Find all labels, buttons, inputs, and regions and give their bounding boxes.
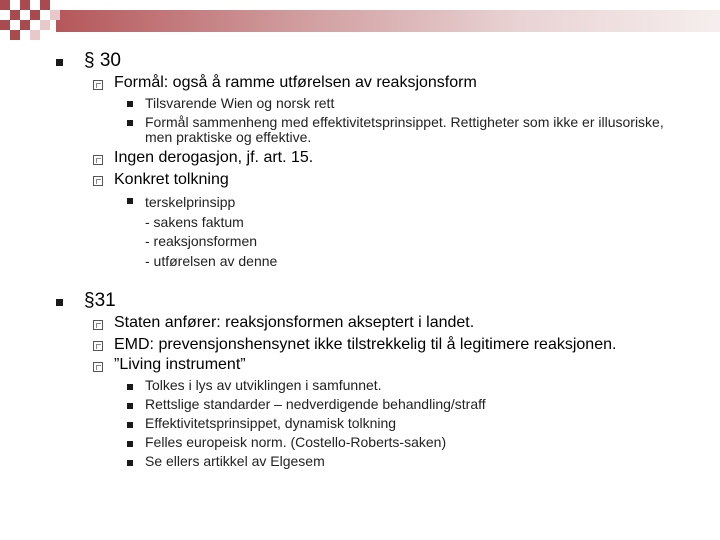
- square-bullet-icon: [56, 59, 63, 66]
- checkbox-bullet-icon: [93, 176, 103, 186]
- subpoint-text: terskelprinsipp - sakens faktum - reaksjonsformen - utførelsen av denne: [145, 194, 278, 269]
- checkbox-bullet-icon: [93, 362, 103, 372]
- point-text: EMD: prevensjonshensynet ikke tilstrekkelig til å legitimere reaksjonen.: [114, 336, 617, 353]
- subpoint-text: Tolkes i lys av utviklingen i samfunnet.: [145, 377, 382, 393]
- subpoint-text: Felles europeisk norm. (Costello-Roberts-saken): [145, 434, 447, 450]
- subpoint-text: Rettslige standarder – nedverdigende behandling/straff: [145, 396, 486, 412]
- checkbox-bullet-icon: [93, 320, 103, 330]
- subpoint-text: Se ellers artikkel av Elgesem: [145, 453, 325, 469]
- header-gradient-bar: [56, 10, 720, 32]
- checker-pattern-decoration: [0, 0, 60, 46]
- checkbox-bullet-icon: [93, 341, 103, 351]
- square-bullet-icon: [56, 299, 63, 306]
- subpoint-text: Effektivitetsprinsippet, dynamisk tolkning: [145, 415, 397, 431]
- section-title: §31: [84, 290, 116, 311]
- square-bullet-icon: [127, 198, 133, 204]
- square-bullet-icon: [127, 384, 133, 390]
- square-bullet-icon: [127, 101, 133, 107]
- checkbox-bullet-icon: [93, 80, 103, 90]
- square-bullet-icon: [127, 460, 133, 466]
- point-text: Staten anfører: reaksjonsformen akseptert i landet.: [114, 314, 475, 331]
- subpoint-text: Formål sammenheng med effektivitetsprinsippet. Rettigheter som ikke er illusoriske, men praktiske og effektive.: [145, 114, 664, 145]
- section-title: § 30: [84, 50, 121, 71]
- square-bullet-icon: [127, 441, 133, 447]
- point-text: Ingen derogasjon, jf. art. 15.: [114, 149, 314, 166]
- point-text: Konkret tolkning: [114, 171, 229, 188]
- subpoint-text: Tilsvarende Wien og norsk rett: [145, 95, 335, 111]
- square-bullet-icon: [127, 120, 133, 126]
- point-text: Formål: også å ramme utførelsen av reaksjonsform: [114, 74, 477, 91]
- checkbox-bullet-icon: [93, 155, 103, 165]
- slide-header-decoration: [0, 0, 720, 48]
- square-bullet-icon: [127, 422, 133, 428]
- point-text: ”Living instrument”: [114, 356, 246, 373]
- square-bullet-icon: [127, 403, 133, 409]
